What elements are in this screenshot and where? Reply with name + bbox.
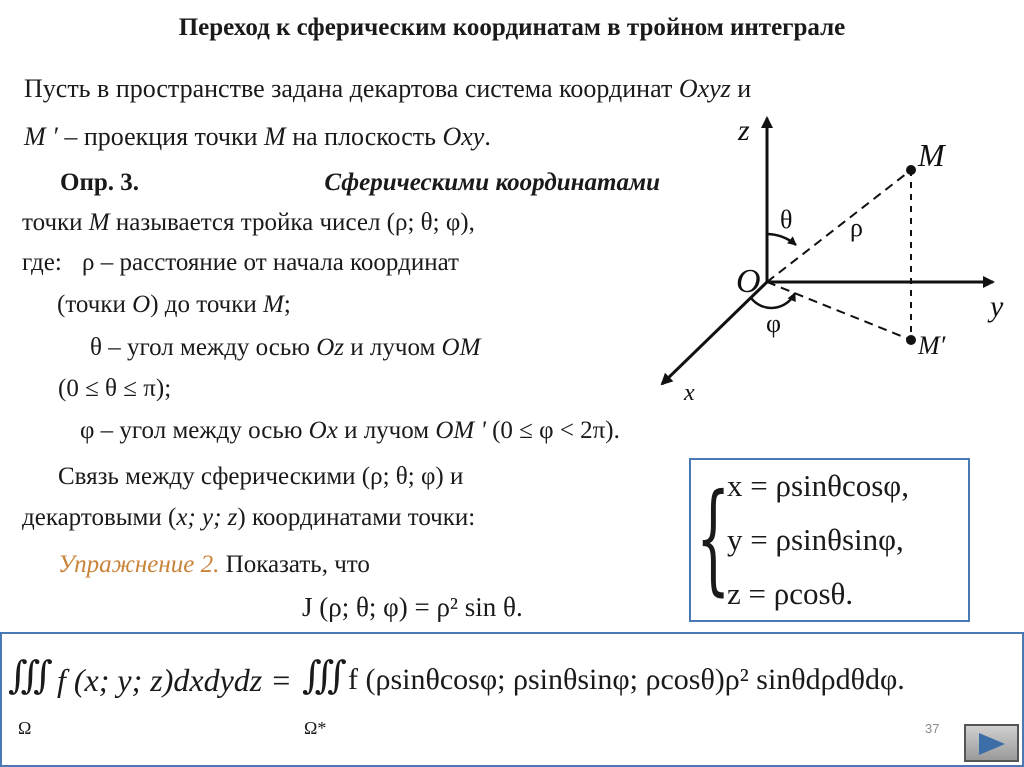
coord-system: Oxyz: [678, 74, 731, 103]
intro-and: и: [737, 74, 752, 103]
def-text-5: ) до точки: [150, 291, 264, 318]
phi-text-2: и лучом: [337, 417, 436, 444]
definition-label: Опр. 3.: [60, 169, 140, 196]
definition-line-4: [57, 290, 291, 320]
phi-range: (0 ≤ φ < 2π).: [485, 417, 620, 444]
definition-phi: [80, 416, 620, 446]
integral-formula-box: [0, 632, 1024, 767]
triple-integral-right: ∭: [302, 655, 347, 697]
domain-omega: Ω: [18, 718, 32, 738]
slide-title: Переход к сферическим координатам в тройном интеграле: [178, 14, 846, 41]
play-arrow-icon: [979, 733, 1005, 755]
definition-line-1: [60, 168, 660, 198]
phi-text: φ – угол между осью: [80, 417, 309, 444]
def-semicolon: ;: [283, 291, 291, 318]
ray-om-prime: OM ': [435, 417, 486, 444]
intro-text-3: на плоскость: [285, 122, 443, 151]
label-phi: φ: [766, 309, 782, 338]
intro-line-2: [24, 122, 491, 152]
axis-oz: Oz: [316, 334, 345, 361]
intro-line-1: [24, 74, 751, 104]
def-o: O: [132, 291, 151, 318]
definition-theta: [90, 333, 480, 363]
theta-arc: [767, 234, 796, 245]
relation-text-2: ) координатами точки:: [237, 504, 476, 531]
label-x: x: [684, 380, 695, 400]
label-z: z: [738, 114, 750, 147]
relation-xyz: x; y; z: [176, 504, 238, 531]
m-prime: M ′: [24, 122, 58, 151]
page-number: 37: [925, 721, 940, 736]
ray-om-prime-line: [767, 282, 911, 340]
exercise-text: Показать, что: [219, 551, 370, 578]
formula-y: y = ρsinθsinφ,: [727, 522, 904, 557]
definition-line-2: [22, 208, 475, 238]
plane-label: Oxy: [442, 122, 485, 151]
label-m-prime: M′: [918, 331, 946, 360]
spherical-formulas-box: [689, 458, 970, 622]
ray-om: OM: [441, 334, 481, 361]
period: .: [484, 122, 491, 151]
theta-text: θ – угол между осью: [90, 334, 317, 361]
spherical-diagram: [650, 110, 1020, 400]
axis-ox: Ox: [308, 417, 338, 444]
integral-left-body: f (x; y; z)dxdydz =: [57, 662, 292, 698]
def-text-4: (точки: [57, 291, 133, 318]
label-rho: ρ: [850, 213, 863, 242]
m-label: M: [264, 122, 286, 151]
next-slide-button[interactable]: [964, 724, 1019, 762]
relation-line-1: Связь между сферическими (ρ; θ; φ) и: [58, 463, 464, 490]
def-where: где:: [22, 249, 62, 276]
definition-term: Сферическими координатами: [324, 169, 660, 196]
label-m: M: [918, 137, 945, 173]
def-rho: ρ – расстояние от начала координат: [82, 249, 459, 276]
intro-text: Пусть в пространстве задана декартова система координат: [24, 74, 673, 103]
def-m-2: M: [263, 291, 284, 318]
intro-text-2: – проекция точки: [57, 122, 265, 151]
exercise-line: [58, 550, 370, 580]
theta-range: (0 ≤ θ ≤ π);: [58, 375, 172, 402]
label-y: y: [990, 290, 1004, 323]
def-text: точки: [22, 209, 89, 236]
definition-line-3: [22, 248, 459, 278]
def-text-2: называется тройка чисел (ρ; θ; φ),: [109, 209, 475, 236]
triple-integral-left: ∭: [8, 655, 53, 697]
relation-line-2: [22, 503, 475, 533]
domain-omega-star: Ω*: [304, 718, 327, 738]
relation-text: декартовыми (: [22, 504, 177, 531]
formula-z: z = ρcosθ.: [727, 576, 854, 611]
label-theta: θ: [780, 205, 793, 234]
integral-right-body: f (ρsinθcosφ; ρsinθsinφ; ρcosθ)ρ² sinθdρdθdφ.: [348, 663, 905, 696]
exercise-label: Упражнение 2.: [58, 551, 220, 578]
def-m: M: [88, 209, 110, 236]
label-o: O: [736, 263, 761, 300]
jacobian-formula: J (ρ; θ; φ) = ρ² sin θ.: [302, 592, 523, 622]
point-m: [906, 165, 916, 175]
theta-text-2: и лучом: [344, 334, 442, 361]
formula-x: x = ρsinθcosφ,: [727, 468, 909, 503]
left-brace: {: [696, 469, 731, 608]
point-m-prime: [906, 335, 916, 345]
